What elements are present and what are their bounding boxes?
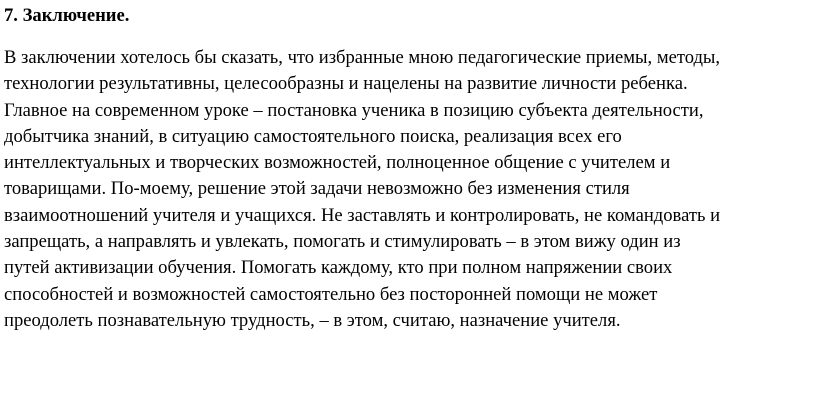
paragraph-line: технологии результативны, целесообразны и нацелены на развитие личности ребенка. <box>4 73 688 95</box>
paragraph-line: запрещать, а направлять и увлекать, помогать и стимулировать – в этом вижу один из <box>4 231 681 253</box>
paragraph-line: преодолеть познавательную трудность, – в этом, считаю, назначение учителя. <box>4 309 621 331</box>
section-heading: 7. Заключение. <box>4 5 130 26</box>
paragraph-line: способностей и возможностей самостоятельно без посторонней помощи не может <box>4 283 658 305</box>
document-page <box>4 0 816 413</box>
paragraph-line: интеллектуальных и творческих возможностей, полноценное общение с учителем и <box>4 152 671 174</box>
paragraph-line: товарищами. По-моему, решение этой задачи невозможно без изменения стиля <box>4 178 630 200</box>
paragraph-line: взаимоотношений учителя и учащихся. Не заставлять и контролировать, не командовать и <box>4 204 721 226</box>
paragraph-line: путей активизации обучения. Помогать каждому, кто при полном напряжении своих <box>4 257 673 279</box>
paragraph-line: Главное на современном уроке – постановка ученика в позицию субъекта деятельности, <box>4 99 704 121</box>
paragraph-line: В заключении хотелось бы сказать, что избранные мною педагогические приемы, методы, <box>4 47 721 68</box>
paragraph-line: добытчика знаний, в ситуацию самостоятельного поиска, реализация всех его <box>4 125 622 147</box>
conclusion-paragraph <box>4 45 816 334</box>
